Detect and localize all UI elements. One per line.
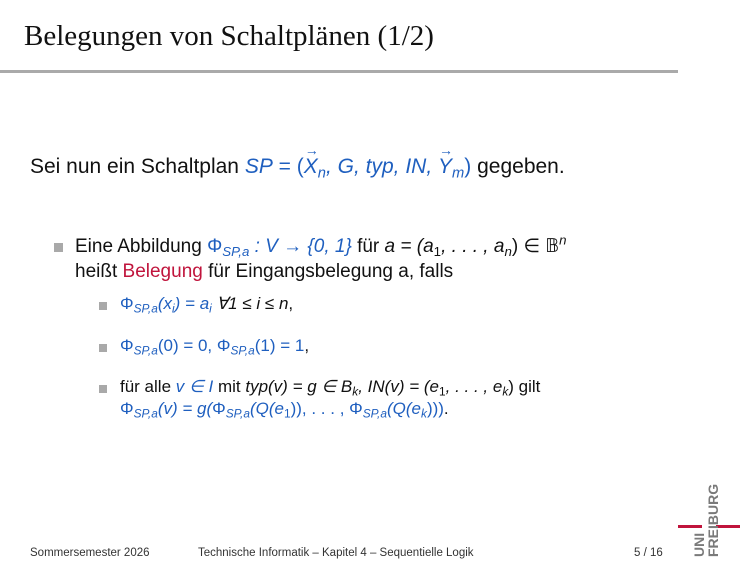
cond3-l2-d-sub: k (420, 406, 427, 421)
phi-symbol-3: Φ (349, 399, 363, 418)
cond1-part3: ∀1 ≤ i ≤ n (211, 294, 289, 313)
cond1-part1: (x (157, 294, 172, 313)
definition-mapping (207, 236, 352, 257)
definition-text (75, 234, 567, 284)
phi-symbol: Φ (120, 336, 134, 355)
intro-line (30, 142, 565, 182)
condition-3-line-1 (120, 376, 540, 398)
intro-formula (244, 142, 472, 182)
logo-text-uni: UNI (691, 532, 707, 557)
cond3-tail: . (443, 399, 449, 418)
definition-prefix: Eine Abbildung (75, 236, 208, 257)
cond3-in-dots: , . . . , e (445, 377, 503, 396)
condition-3-line-2 (120, 398, 540, 420)
condition-text-1 (120, 293, 293, 315)
cond1-sub1: i (172, 301, 175, 316)
a-sup: n (559, 232, 567, 248)
fuer-text: für (351, 236, 385, 257)
a-dots: , . . . , a (441, 236, 505, 257)
a-close: ) ∈ 𝔹 (511, 236, 560, 257)
cond3-typ-sub: k (352, 384, 359, 399)
a-def: a = (a (384, 236, 434, 257)
cond3-typ: typ(v) = g ∈ B (245, 377, 353, 396)
mapping-text: : V → {0, 1} (249, 236, 352, 257)
a-sub-1: 1 (433, 243, 442, 259)
phi-subscript: SP,a (222, 243, 250, 259)
square-bullet-icon (99, 302, 107, 310)
square-bullet-icon (54, 243, 63, 252)
intro-eq: = ( (272, 155, 304, 178)
definition-line-1 (75, 234, 567, 259)
cond3-in-subk: k (502, 384, 509, 399)
cond3-v-in-i: v ∈ I (175, 377, 214, 396)
cond3-l2-e: ))) (426, 399, 444, 418)
phi-symbol: Φ (120, 399, 134, 418)
line2-suffix: für Eingangsbelegung a, falls (202, 261, 454, 282)
cond2-tail: , (304, 336, 310, 355)
slide-title: Belegungen von Schaltplänen (1/2) (24, 20, 434, 52)
vector-arrow-icon: → (439, 142, 453, 158)
title-divider (0, 70, 678, 73)
footer-page-number: 5 / 16 (634, 547, 663, 559)
cond3-in: , IN(v) = (e (358, 377, 439, 396)
cond3-l2-c: )), . . . , (290, 399, 350, 418)
cond3-text2: mit (213, 377, 246, 396)
cond3-l2-b-sub: 1 (283, 406, 291, 421)
cond3-text1: für alle (120, 377, 176, 396)
cond3-text3: gilt (513, 377, 541, 396)
line2-prefix: heißt (75, 261, 123, 282)
logo-accent-bar-left (678, 525, 702, 528)
cond2-part1: (0) = 0, (157, 336, 217, 355)
intro-prefix: Sei nun ein Schaltplan (30, 155, 245, 178)
cond2-part2: (1) = 1 (254, 336, 305, 355)
footer-course: Technische Informatik – Kapitel 4 – Sequentielle Logik (198, 547, 474, 559)
phi-symbol: Φ (207, 236, 223, 257)
phi-subscript-3: SP,a (362, 406, 387, 421)
a-sub-n: n (504, 243, 512, 259)
phi-symbol-2: Φ (216, 336, 231, 355)
phi-subscript-2: SP,a (230, 343, 255, 358)
y-symbol: Y (438, 155, 453, 178)
cond1-sub2: i (209, 301, 212, 316)
cond1-part2: ) = a (174, 294, 210, 313)
x-vector (303, 142, 319, 179)
cond1-tail: , (288, 294, 294, 313)
condition-text-2 (120, 335, 309, 357)
intro-middle: , G, typ, IN, (325, 155, 438, 178)
cond3-in-close: ) (508, 377, 514, 396)
intro-close: ) (464, 155, 472, 178)
university-logo (678, 482, 740, 557)
phi-subscript: SP,a (133, 406, 158, 421)
phi-subscript: SP,a (133, 343, 158, 358)
intro-suffix: gegeben. (471, 155, 565, 178)
logo-text-freiburg: FREIBURG (705, 483, 721, 557)
x-symbol: X (303, 155, 318, 178)
y-subscript: m (452, 165, 465, 182)
cond3-l2-b: (Q(e (249, 399, 284, 418)
y-vector (438, 142, 453, 179)
condition-text-3 (120, 376, 540, 420)
vector-arrow-icon: → (304, 142, 319, 158)
phi-symbol: Φ (120, 294, 134, 313)
phi-subscript: SP,a (133, 301, 158, 316)
cond3-l2-a: (v) = g( (157, 399, 213, 418)
sp-symbol: SP (244, 155, 273, 178)
square-bullet-icon (99, 344, 107, 352)
phi-symbol-2: Φ (212, 399, 226, 418)
definition-line-2 (75, 259, 567, 284)
cond3-in-sub1: 1 (439, 384, 446, 399)
cond3-l2-d: (Q(e (386, 399, 421, 418)
phi-subscript-2: SP,a (225, 406, 250, 421)
square-bullet-icon (99, 385, 107, 393)
x-subscript: n (317, 165, 326, 182)
highlight-term: Belegung (122, 261, 203, 282)
footer-semester: Sommersemester 2026 (30, 547, 150, 559)
